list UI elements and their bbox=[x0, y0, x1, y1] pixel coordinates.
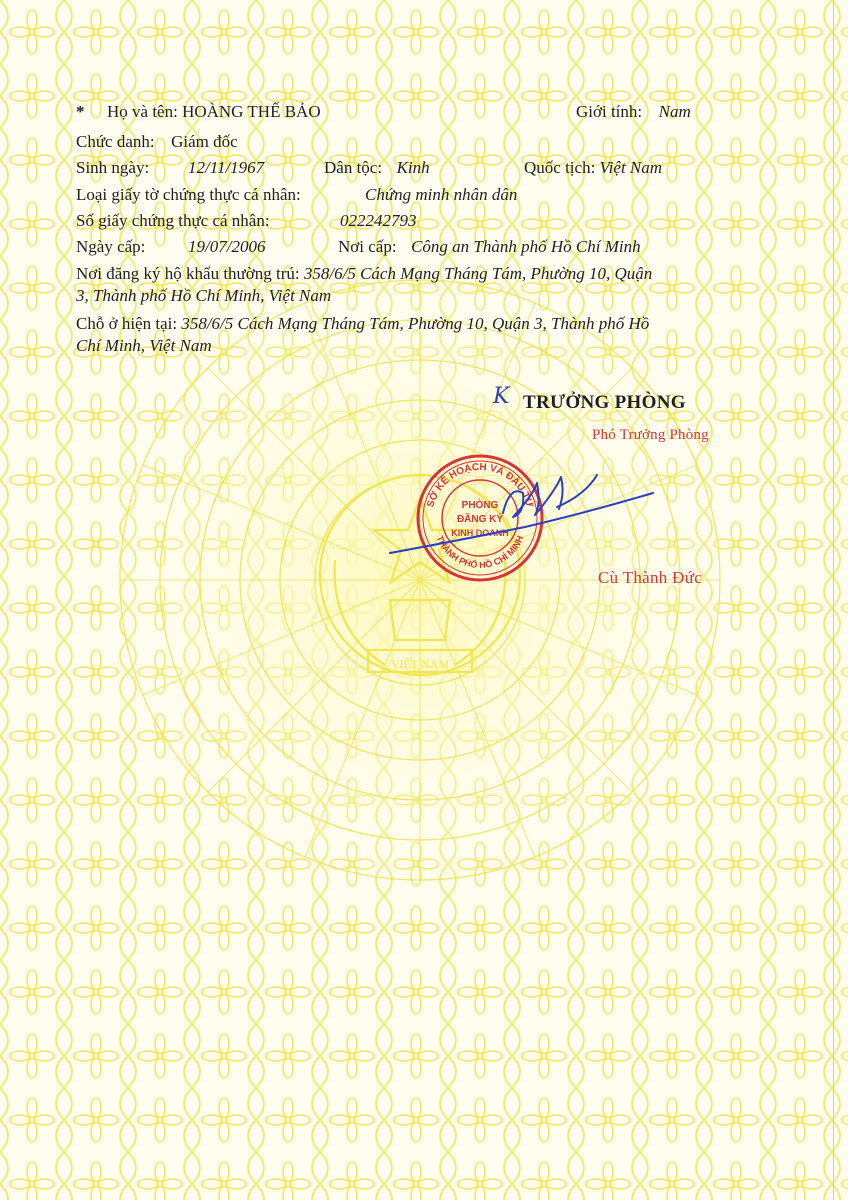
issue-place-label: Nơi cấp: bbox=[338, 237, 397, 256]
dob-row bbox=[76, 157, 149, 179]
signer-subtitle: Phó Trưởng Phòng bbox=[592, 427, 709, 443]
issue-row bbox=[76, 236, 145, 258]
current-address-value-2: Chí Minh, Việt Nam bbox=[76, 336, 212, 355]
id-number-row bbox=[76, 210, 270, 232]
handwritten-initials: K bbox=[493, 384, 510, 409]
dob-label: Sinh ngày: bbox=[76, 158, 150, 177]
issue-date-value: 19/07/2006 bbox=[188, 237, 266, 256]
svg-text:VIỆT NAM: VIỆT NAM bbox=[390, 657, 450, 671]
issue-place-field bbox=[338, 236, 641, 258]
id-type-value: Chứng minh nhân dân bbox=[365, 185, 518, 204]
signer-title: TRƯỞNG PHÒNG bbox=[523, 392, 686, 413]
name-row bbox=[76, 101, 321, 123]
current-address-value-1: 358/6/5 Cách Mạng Tháng Tám, Phường 10, Quận 3, Thành phố Hồ bbox=[181, 314, 650, 333]
permanent-address-label: Nơi đăng ký hộ khẩu thường trú: bbox=[76, 264, 300, 283]
bullet-marker: * bbox=[76, 102, 85, 121]
issue-place-value: Công an Thành phố Hồ Chí Minh bbox=[411, 237, 641, 256]
handwritten-signature bbox=[385, 465, 665, 575]
seal-inner-line3: KINH DOANH bbox=[451, 528, 509, 538]
id-type-row bbox=[76, 184, 301, 206]
name-label: Họ và tên: bbox=[107, 102, 178, 121]
seal-outer-text-bottom: THÀNH PHỐ HỒ CHÍ MINH bbox=[434, 534, 526, 571]
ethnicity-field bbox=[324, 157, 430, 179]
id-type-label: Loại giấy tờ chứng thực cá nhân: bbox=[76, 185, 301, 204]
gender-field bbox=[576, 101, 691, 123]
permanent-address-line1 bbox=[76, 263, 756, 285]
gender-label: Giới tính: bbox=[576, 102, 643, 121]
ethnicity-label: Dân tộc: bbox=[324, 158, 383, 177]
nationality-value: Việt Nam bbox=[599, 158, 663, 177]
title-row bbox=[76, 131, 238, 153]
title-value: Giám đốc bbox=[171, 132, 238, 151]
id-number-value: 022242793 bbox=[340, 211, 417, 230]
seal-inner-line1: PHÒNG bbox=[461, 500, 499, 511]
signer-name: Cù Thành Đức bbox=[598, 568, 703, 587]
nationality-field bbox=[524, 157, 662, 179]
current-address-label: Chỗ ở hiện tại: bbox=[76, 314, 178, 333]
permanent-address-value-1: 358/6/5 Cách Mạng Tháng Tám, Phường 10, Quận bbox=[303, 264, 653, 283]
ethnicity-value: Kinh bbox=[396, 158, 430, 177]
person-name: HOÀNG THẾ BẢO bbox=[182, 102, 321, 121]
dob-value: 12/11/1967 bbox=[188, 158, 265, 177]
title-label: Chức danh: bbox=[76, 132, 155, 151]
gender-value: Nam bbox=[658, 102, 691, 121]
seal-inner-line2: ĐĂNG KÝ bbox=[456, 514, 504, 525]
id-number-label: Số giấy chứng thực cá nhân: bbox=[76, 211, 270, 230]
permanent-address-value-2: 3, Thành phố Hồ Chí Minh, Việt Nam bbox=[76, 286, 332, 305]
seal-outer-text: SỞ KẾ HOẠCH VÀ ĐẦU TƯ bbox=[425, 461, 535, 509]
current-address-line1 bbox=[76, 313, 756, 335]
nationality-label: Quốc tịch: bbox=[524, 158, 596, 177]
issue-date-label: Ngày cấp: bbox=[76, 237, 146, 256]
